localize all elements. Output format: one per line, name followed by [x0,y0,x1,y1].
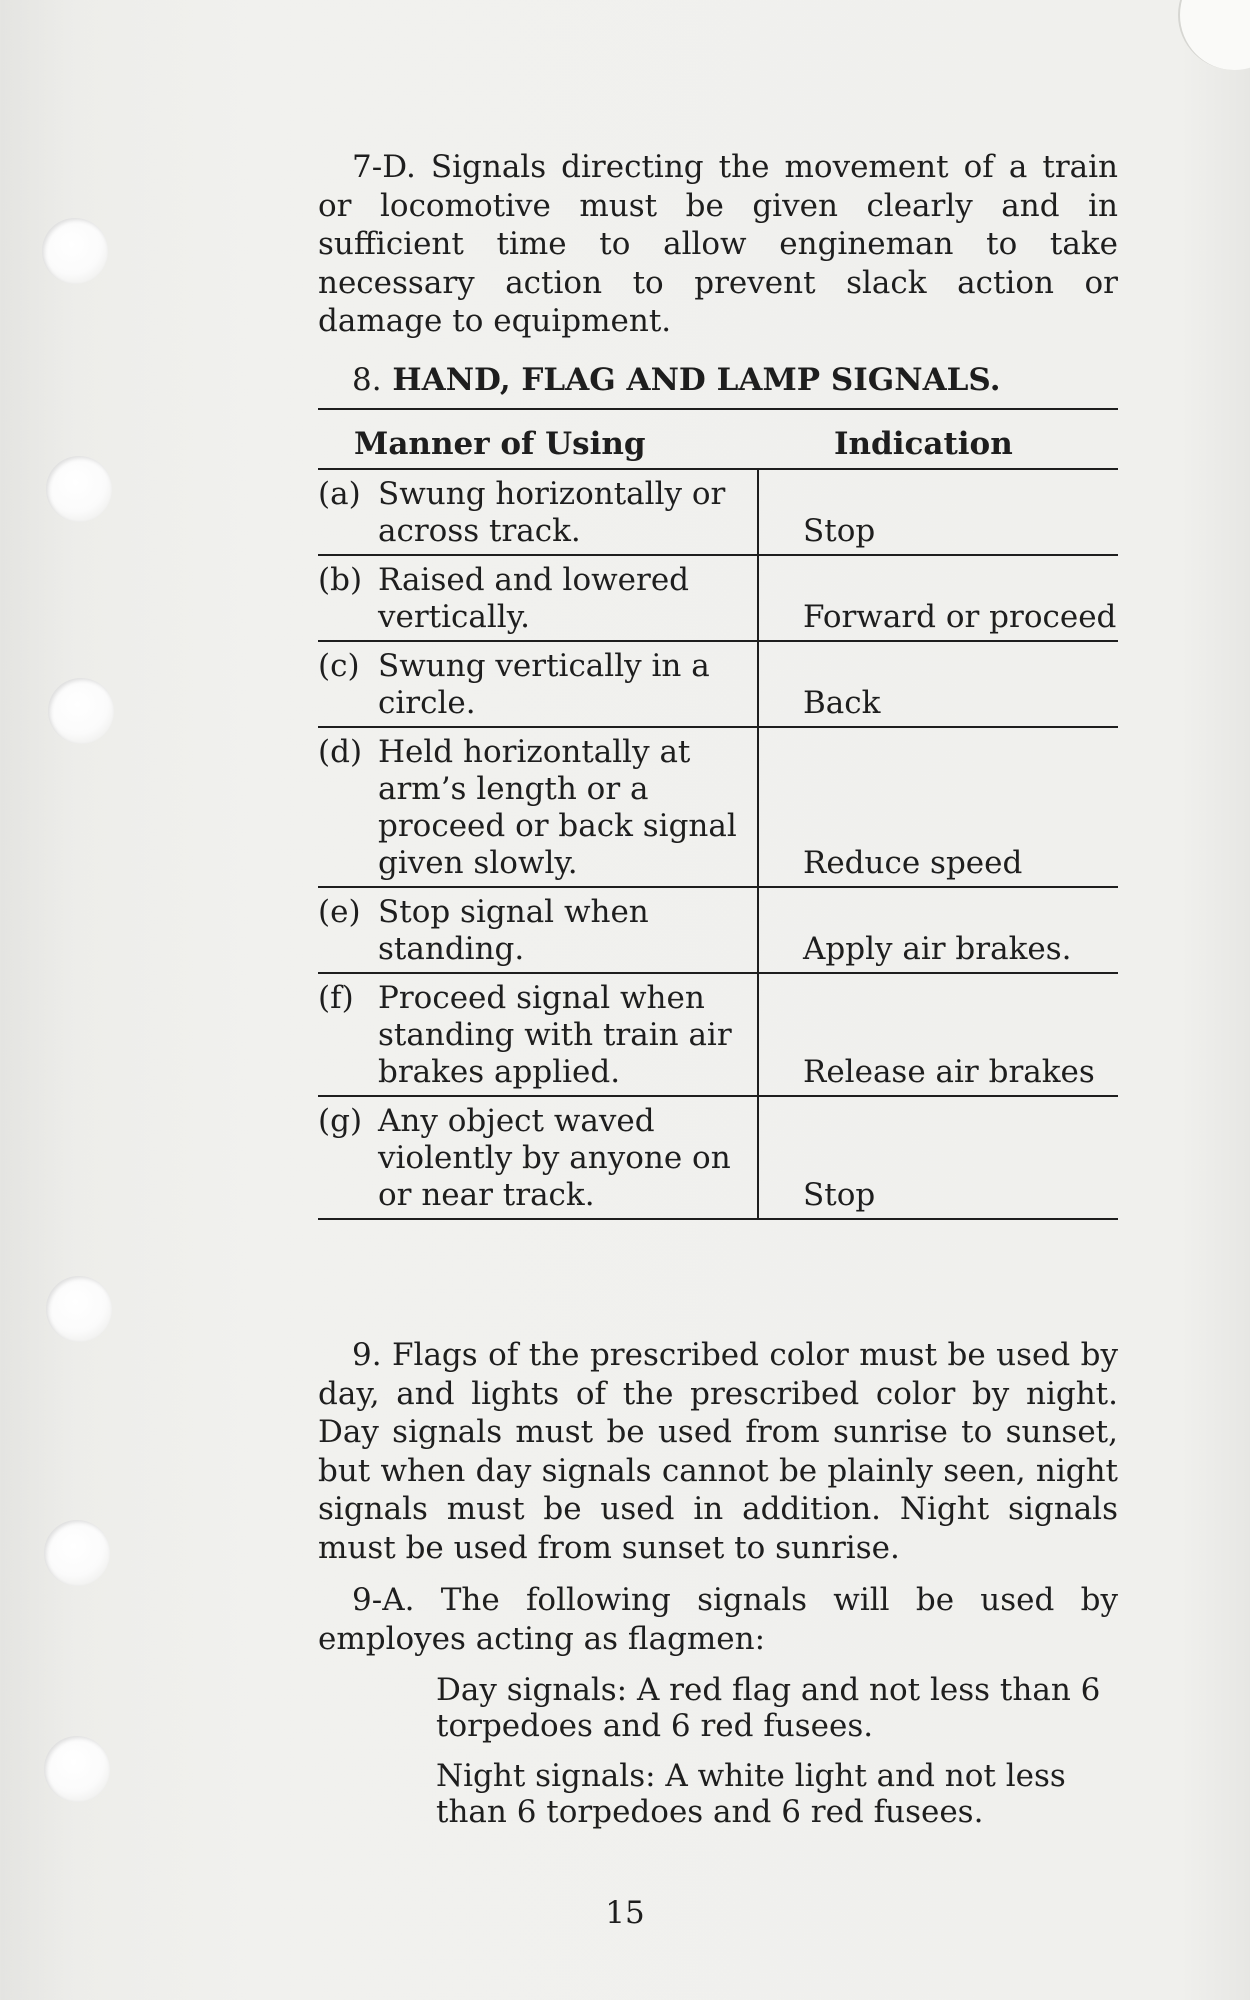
table-row [318,555,1118,641]
indication-cell: Forward or proceed [758,555,1118,641]
lower-text [318,1336,1118,1830]
hand-signals-table [318,408,1118,1220]
paragraph-7d: 7-D. Signals directing the movement of a train or locomotive must be given clearly and in sufficient time to allow engineman to take necessary action to prevent slack action or damage to equipment. [318,149,1118,339]
manner-header: Manner of Using [318,409,758,469]
manner-cell: Raised and lowered vertically. [378,562,690,635]
page-number: 15 [605,1895,645,1931]
manner-cell: Any object waved violently by anyone on or near track. [378,1103,731,1213]
row-label: (a) [318,476,361,512]
night-signals-text: Night signals: A white light and not less than 6 torpedoes and 6 red fusees. [436,1758,1066,1830]
page-edge-shadow [1180,0,1250,2000]
table-row [318,1096,1118,1219]
indication-cell: Stop [803,513,876,549]
indication-cell: Reduce speed [758,727,1118,887]
indication-header: Indication [758,409,1118,469]
row-label: (g) [318,1103,363,1139]
table-row [318,641,1118,727]
binder-hole [44,1736,110,1802]
binder-hole [48,678,114,744]
binder-hole [42,218,108,284]
indication-cell: Stop [758,1096,1118,1219]
row-label: (f) [318,980,354,1016]
manner-cell: Stop signal when standing. [378,894,649,967]
binder-hole [46,456,112,522]
manner-cell: Swung vertically in a circle. [378,648,710,721]
upper-text [318,148,1118,399]
manner-cell: Swung horizontally or across track. [378,476,726,549]
row-label: (e) [318,894,361,930]
binder-hole [44,1520,110,1586]
table-row [318,469,1118,555]
table-row [318,887,1118,973]
day-signals-text: Day signals: A red flag and not less than 6 torpedoes and 6 red fusees. [436,1672,1101,1744]
indication-cell: Apply air brakes. [758,887,1118,973]
indication-cell: Release air brakes [758,973,1118,1096]
manner-cell: Proceed signal when standing with train air brakes applied. [378,980,732,1090]
paragraph-9: 9. Flags of the prescribed color must be used by day, and lights of the prescribed color by night. Day signals must be used from sunrise to sunset, but when day signals cannot be plainly seen, night signals must be used in addition. Night signals must be used from sunset to sunrise. [318,1337,1118,1566]
section-8-heading [318,361,1118,399]
indication-cell: Back [758,641,1118,727]
section-title: HAND, FLAG AND LAMP SIGNALS. [392,361,1001,398]
row-label: (d) [318,734,363,770]
row-label: (b) [318,562,363,598]
row-label: (c) [318,648,360,684]
table-row [318,727,1118,887]
table-header-row [318,409,1118,469]
binder-hole [46,1276,112,1342]
table-row [318,973,1118,1096]
manner-cell: Held horizontally at arm’s length or a proceed or back signal given slowly. [378,734,737,881]
section-number: 8. [352,361,382,398]
paragraph-9a: 9-A. The following signals will be used by employes acting as flagmen: [318,1582,1118,1657]
